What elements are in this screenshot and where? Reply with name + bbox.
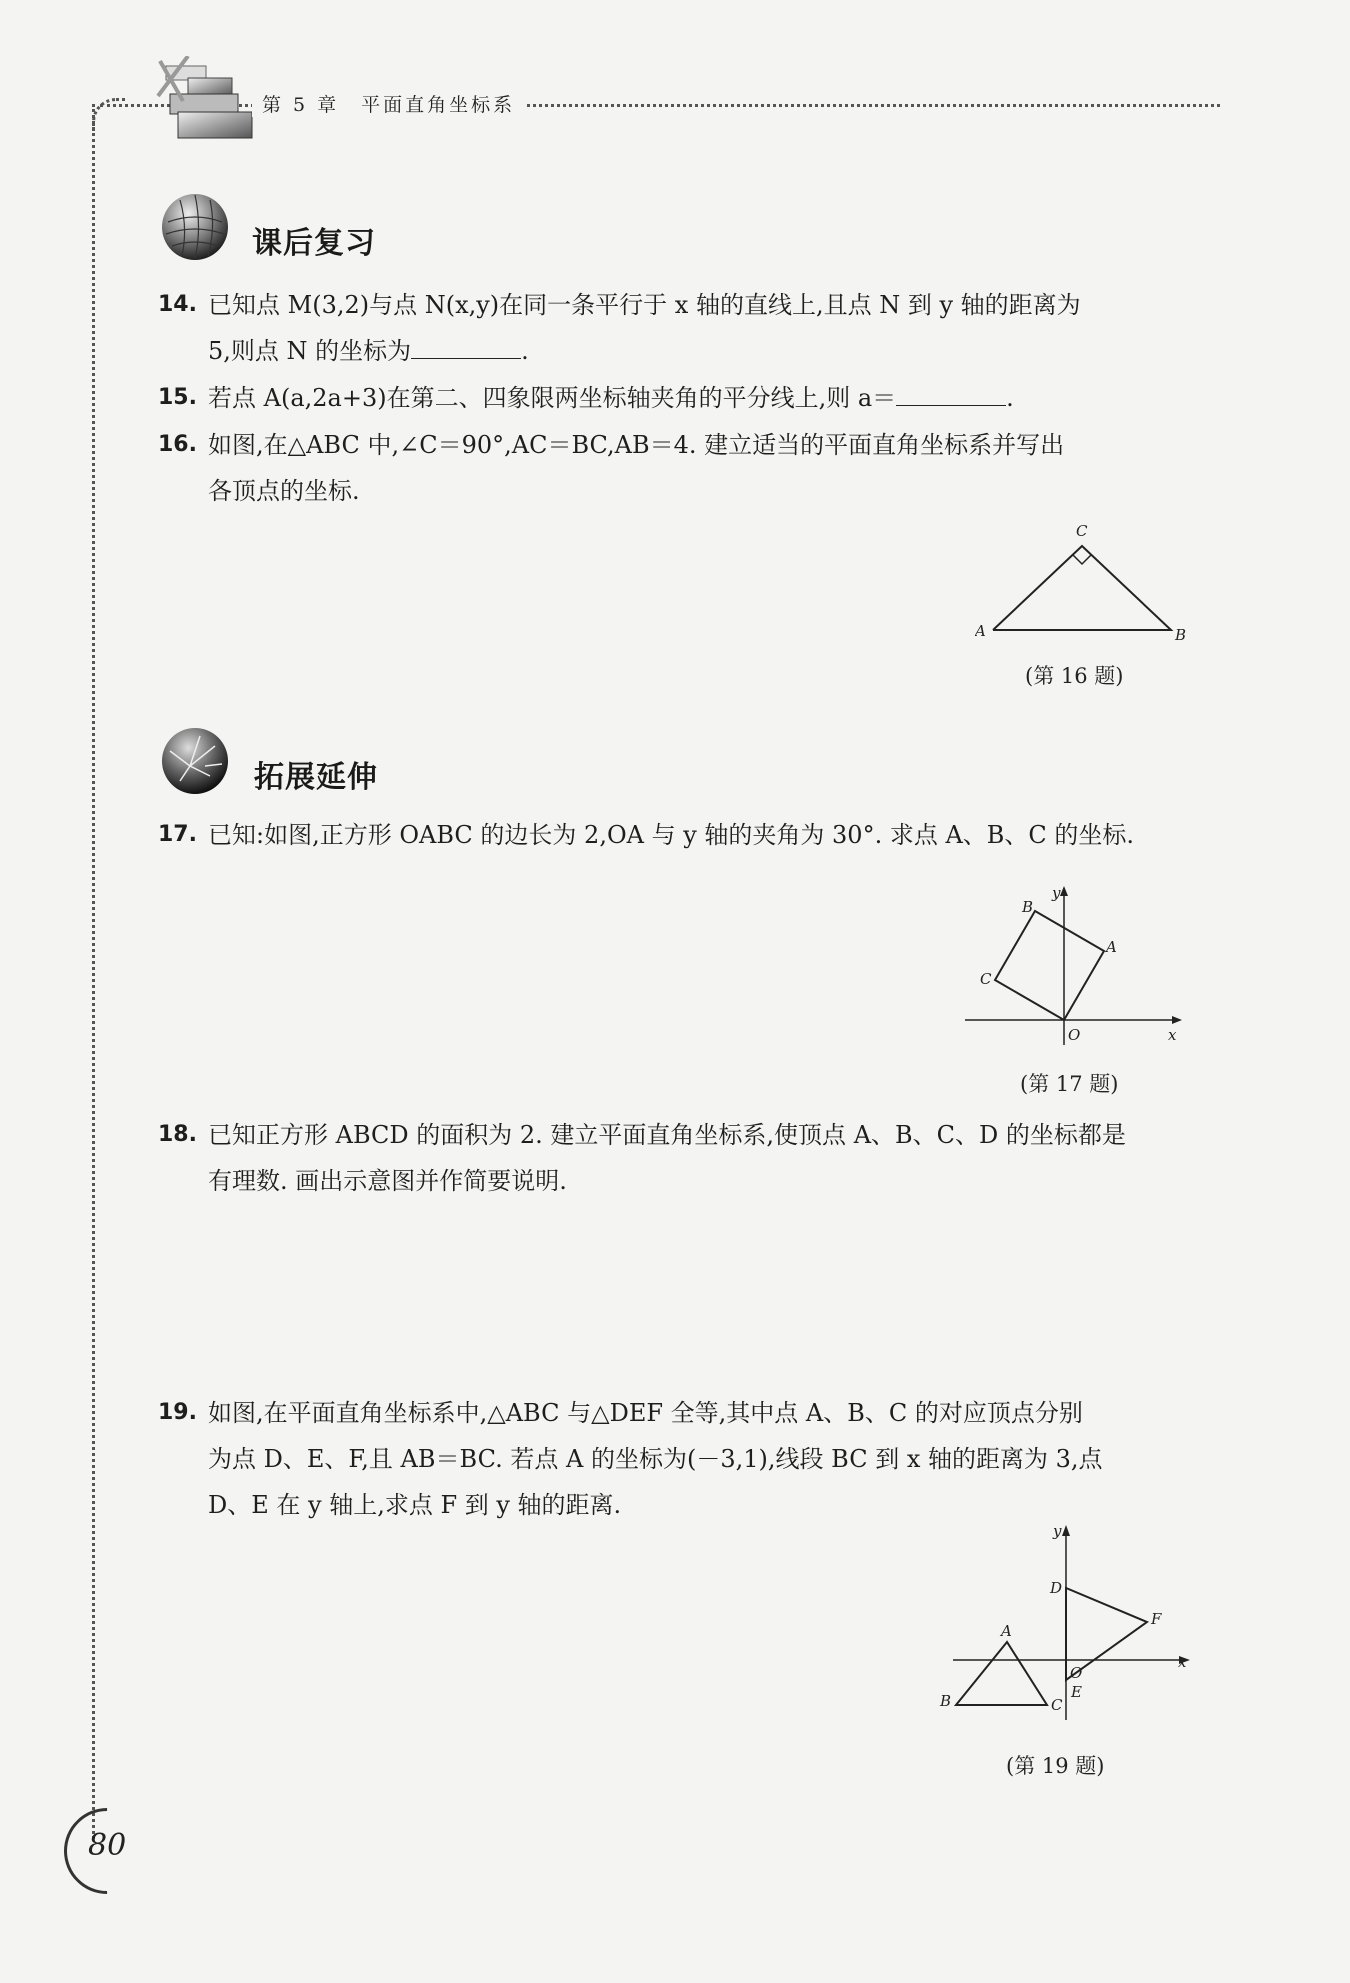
problem-18: [158, 1112, 1228, 1204]
label-O: O: [1068, 1026, 1081, 1044]
page-border-left: [92, 104, 95, 1839]
section-title-review: 课后复习: [252, 226, 376, 261]
label-B: B: [1022, 898, 1034, 916]
figure-17-square-axes: [960, 880, 1190, 1055]
problem-text: 如图,在△ABC 中,∠C＝90°,AC＝BC,AB＝4. 建立适当的平面直角坐标系并写出: [208, 431, 1065, 459]
label-F: F: [1151, 1610, 1162, 1628]
page-number: 80: [88, 1828, 127, 1863]
book-stack-logo-icon: [148, 56, 258, 151]
label-A: A: [1001, 1622, 1012, 1640]
problem-text: 已知正方形 ABCD 的面积为 2. 建立平面直角坐标系,使顶点 A、B、C、D 的坐标都是: [208, 1121, 1126, 1149]
figure-16-triangle: [975, 518, 1205, 648]
page-border-corner: [92, 98, 125, 131]
label-E: E: [1071, 1683, 1082, 1701]
label-y: y: [1052, 884, 1061, 902]
figure-16-caption: (第 16 题): [1025, 664, 1124, 688]
globe-mesh-icon: [160, 192, 230, 262]
label-D: D: [1050, 1579, 1063, 1597]
globe-network-icon: [160, 726, 230, 796]
problem-text: 如图,在平面直角坐标系中,△ABC 与△DEF 全等,其中点 A、B、C 的对应顶点分别: [208, 1399, 1083, 1427]
problem-text: 若点 A(a,2a+3)在第二、四象限两坐标轴夹角的平分线上,则 a＝: [208, 384, 897, 412]
figure-19-caption: (第 19 题): [1006, 1754, 1105, 1778]
label-x: x: [1178, 1653, 1187, 1671]
problem-number: 14.: [158, 292, 197, 317]
problem-text: 已知:如图,正方形 OABC 的边长为 2,OA 与 y 轴的夹角为 30°. 求点 A、B、C 的坐标.: [208, 821, 1135, 849]
problem-number: 16.: [158, 432, 197, 457]
label-A: A: [975, 622, 986, 640]
problem-number: 18.: [158, 1122, 197, 1147]
label-C: C: [1076, 522, 1088, 540]
label-B: B: [1175, 626, 1187, 644]
section-title-extension: 拓展延伸: [254, 760, 378, 795]
problem-14: [158, 282, 1228, 374]
figure-19-triangles-axes: [935, 1520, 1205, 1735]
problem-text: 各顶点的坐标.: [208, 477, 360, 505]
problem-number: 17.: [158, 822, 197, 847]
answer-blank[interactable]: [411, 328, 521, 359]
period: .: [1006, 384, 1014, 412]
problem-15: [158, 375, 1228, 421]
chapter-header: 第 5 章 平面直角坐标系: [252, 90, 525, 117]
answer-blank[interactable]: [896, 375, 1006, 406]
period: .: [521, 337, 529, 365]
label-C: C: [1051, 1696, 1063, 1714]
figure-17-caption: (第 17 题): [1020, 1072, 1119, 1096]
problem-17: [158, 812, 1228, 858]
problem-text: 5,则点 N 的坐标为: [208, 337, 412, 365]
problem-text: 已知点 M(3,2)与点 N(x,y)在同一条平行于 x 轴的直线上,且点 N 到 y 轴的距离为: [208, 291, 1081, 319]
problem-text: D、E 在 y 轴上,求点 F 到 y 轴的距离.: [208, 1491, 622, 1519]
problem-number: 19.: [158, 1400, 197, 1425]
label-A: A: [1106, 938, 1117, 956]
problem-text: 有理数. 画出示意图并作简要说明.: [208, 1167, 567, 1195]
problem-text: 为点 D、E、F,且 AB＝BC. 若点 A 的坐标为(－3,1),线段 BC 到 x 轴的距离为 3,点: [208, 1445, 1103, 1473]
problem-19: [158, 1390, 1228, 1528]
problem-number: 15.: [158, 385, 197, 410]
label-x: x: [1168, 1026, 1177, 1044]
label-B: B: [940, 1692, 952, 1710]
problem-16: [158, 422, 1228, 514]
label-O: O: [1070, 1664, 1083, 1682]
label-y: y: [1053, 1522, 1062, 1540]
label-C: C: [980, 970, 992, 988]
